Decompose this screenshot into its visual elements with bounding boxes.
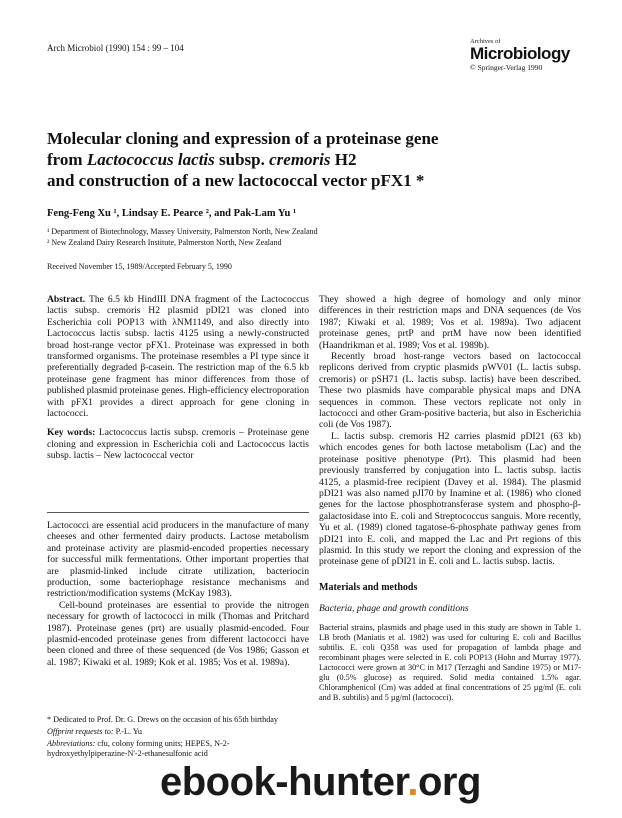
offprint-note: Offprint requests to: P.-L. Yu xyxy=(47,727,142,736)
introduction xyxy=(47,520,309,668)
methods-heading: Materials and methods xyxy=(319,581,418,593)
right-paragraph-1: They showed a high degree of homology and only minor differences in their restriction maps and DNA sequences (de Vos 1987; Kiwaki et al. 1989; Vos et al. 1989a). Two adjacent proteinase genes, prtP and prtM have now been identified (Haandrikman et al. 1989; Vos et al. 1989b). xyxy=(319,294,581,351)
journal-prefix: Archives of xyxy=(470,38,501,45)
footnotes xyxy=(47,715,309,761)
keywords: Key words: Lactococcus lactis subsp. cremoris – Proteinase gene cloning and expression in Escherichia coli and Lactococcus lactis subsp. lactis – New lactococcal vector xyxy=(47,427,309,462)
journal-citation: Arch Microbiol (1990) 154 : 99 – 104 xyxy=(47,43,184,53)
right-column xyxy=(319,294,581,703)
methods-text: Bacterial strains, plasmids and phage used in this study are shown in Table 1. LB broth (Maniatis et al. 1982) was used for culturing E. coli and Bacillus subtilis. E. coli Q358 was used for propagation of lambda phage and recombinant phages were selected in E. coli POP13 (Hohn and Murray 1977). Lactococci were grown at 30°C in M17 (Terzaghi and Sandine 1975) or M17-glu (0.5% glucose) as required. Solid media contained 1.5% agar. Chloramphenicol (Cm) was added at final concentrations of 25 µg/ml (E. coli and B. subtilis) and 5 µg/ml (lactococci). xyxy=(319,622,581,702)
title-line-2: from Lactococcus lactis subsp. cremoris H2 xyxy=(47,150,357,169)
right-paragraph-3: L. lactis subsp. cremoris H2 carries plasmid pDI21 (63 kb) which encodes genes for both lactose metabolism (Lac) and the proteinase positive phenotype (Prt). This plasmid had been previously transferred by conjugation into L. lactis subsp. lactis 4125, a plasmid-free recipient (Davey et al. 1984). The plasmid pDI21 was also named pJI70 by Inamine et al. (1986) who cloned genes for the lactose phosphotransferase system and phospho-β-galactosidase into E. coli and Streptococcus sanguis. More recently, Yu et al. (1989) cloned tagatose-6-phosphate pathway genes from pDI21 into E. coli, and mapped the Lac and Prt regions of this plasmid. In this study we report the cloning and expression of the proteinase gene of pDI21 in E. coli and L. lactis subsp. lactis. xyxy=(319,430,581,568)
title-line-1: Molecular cloning and expression of a proteinase gene xyxy=(47,129,439,148)
right-paragraph-2: Recently broad host-range vectors based on lactococcal replicons derived from cryptic plasmids pWV01 (L. lactis subsp. cremoris) or pSH71 (L. lactis subsp. lactis) have been described. These two plasmids have comparable physical maps and DNA sequences in common. These vectors replicate not only in lactococci and other Gram-positive bacteria, but also in Escherichia coli (de Vos 1987). xyxy=(319,351,581,431)
left-column xyxy=(47,294,309,462)
intro-paragraph-2: Cell-bound proteinases are essential to provide the nitrogen necessary for growth of lactococci in milk (Thomas and Pritchard 1987). Proteinase genes (prt) are usually plasmid-encoded. Four plasmid-encoded proteinase genes from different lactococci have been cloned and three of these sequenced (de Vos 1986; Gasson et al. 1987; Kiwaki et al. 1989; Kok et al. 1985; Vos et al. 1989a). xyxy=(47,599,309,668)
methods-subheading: Bacteria, phage and growth conditions xyxy=(319,603,469,615)
abbreviations-note: Abbreviations: cfu, colony forming units; HEPES, N-2-hydroxyethylpiperazine-N'-2-ethanesulfonic acid xyxy=(47,739,230,758)
intro-paragraph-1: Lactococci are essential acid producers in the manufacture of many cheeses and other fermented dairy products. Lactose metabolism and proteinase activity are plasmid-encoded properties necessary for successful milk fermentations. Other important properties that are plasmid-linked include citrate utilization, bacteriocin production, some bacteriophage resistance mechanisms and restriction/modification systems (McKay 1983). xyxy=(47,520,309,600)
article-title xyxy=(47,128,567,191)
author-list: Feng-Feng Xu ¹, Lindsay E. Pearce ², and Pak-Lam Yu ¹ xyxy=(47,208,297,219)
publisher-line: © Springer-Verlag 1990 xyxy=(470,63,543,72)
dedication-note: * Dedicated to Prof. Dr. G. Drews on the occasion of his 65th birthday xyxy=(47,715,279,724)
journal-logo xyxy=(470,38,590,72)
affiliation-1: ¹ Department of Biotechnology, Massey University, Palmerston North, New Zealand xyxy=(47,227,318,236)
divider xyxy=(47,512,309,513)
affiliation-2: ² New Zealand Dairy Research Institute, Palmerston North, New Zealand xyxy=(47,238,282,247)
title-line-3: and construction of a new lactococcal vector pFX1 * xyxy=(47,171,425,190)
received-date: Received November 15, 1989/Accepted February 5, 1990 xyxy=(47,262,232,271)
watermark: ebook-hunter.org xyxy=(160,760,481,804)
abstract: Abstract. The 6.5 kb HindIII DNA fragment of the Lactococcus lactis subsp. cremoris H2 plasmid pDI21 was cloned into Escherichia coli POP13 with λNM1149, and also directly into Lactococcus lactis subsp. lactis 4125 using a newly-constructed broad host-range vector pFX1. Proteinase was expressed in both transformed organisms. The proteinase resembles a PI type since it preferentially degraded β-casein. The restriction map of the 6.5 kb proteinase gene fragment has minor differences from those of published plasmid proteinase genes. High-efficiency electroporation with pFX1 provides a direct approach for gene cloning in lactococci. xyxy=(47,294,309,420)
journal-name: Microbiology xyxy=(470,44,570,63)
